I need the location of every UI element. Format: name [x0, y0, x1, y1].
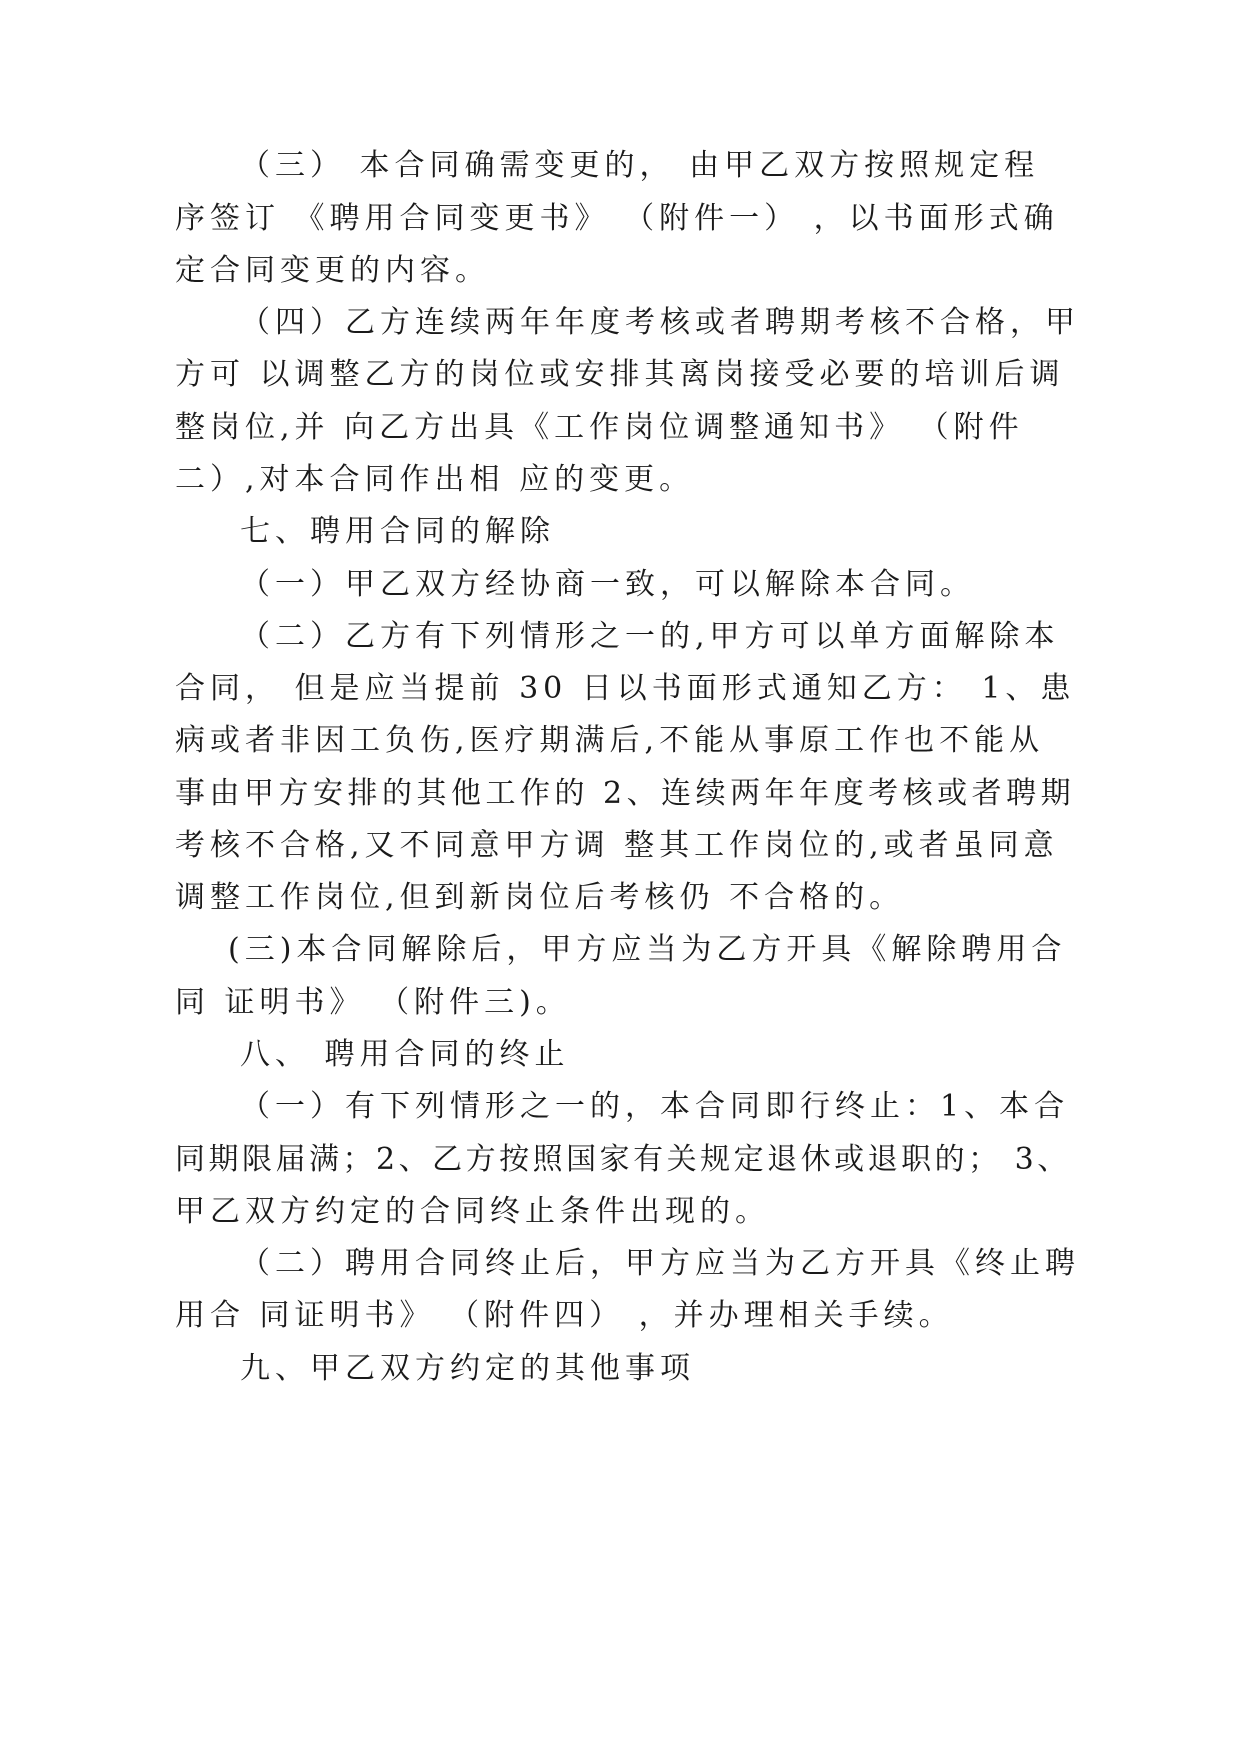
section-heading: 九、甲乙双方约定的其他事项 — [240, 1351, 695, 1386]
text-line: （三） 本合同确需变更的， 由甲乙双方按照规定程 — [240, 148, 1040, 183]
text-line: (三)本合同解除后，甲方应当为乙方开具《解除聘用合 — [228, 932, 1067, 967]
text-line: 病或者非因工负伤,医疗期满后,不能从事原工作也不能从 — [175, 723, 1045, 758]
text-line: 甲乙双方约定的合同终止条件出现的。 — [175, 1194, 770, 1229]
text-line: （一）有下列情形之一的，本合同即行终止：1、本合 — [240, 1089, 1070, 1124]
text-line: 方可 以调整乙方的岗位或安排其离岗接受必要的培训后调 — [175, 357, 1065, 392]
text-line: 同期限届满；2、乙方按照国家有关规定退休或退职的； 3、 — [175, 1142, 1071, 1177]
text-line: （一）甲乙双方经协商一致，可以解除本合同。 — [240, 567, 975, 602]
section-heading: 八、 聘用合同的终止 — [240, 1037, 570, 1072]
text-line: 考核不合格,又不同意甲方调 整其工作岗位的,或者虽同意 — [175, 828, 1059, 863]
text-line: 事由甲方安排的其他工作的 2、连续两年年度考核或者聘期 — [175, 776, 1076, 811]
text-line: （二）乙方有下列情形之一的,甲方可以单方面解除本 — [240, 619, 1060, 654]
text-line: 定合同变更的内容。 — [175, 253, 490, 288]
text-line: 用合 同证明书》 （附件四） ，并办理相关手续。 — [175, 1298, 954, 1333]
text-line: （二）聘用合同终止后，甲方应当为乙方开具《终止聘 — [240, 1246, 1080, 1281]
text-line: （四）乙方连续两年年度考核或者聘期考核不合格，甲 — [240, 305, 1080, 340]
text-line: 二）,对本合同作出相 应的变更。 — [175, 462, 695, 497]
text-line: 序签订 《聘用合同变更书》 （附件一） ，以书面形式确 — [175, 201, 1059, 236]
text-line: 整岗位,并 向乙方出具《工作岗位调整通知书》 （附件 — [175, 410, 1024, 445]
text-line: 调整工作岗位,但到新岗位后考核仍 不合格的。 — [175, 880, 905, 915]
text-line: 同 证明书》 （附件三)。 — [175, 985, 571, 1020]
section-heading: 七、聘用合同的解除 — [240, 514, 555, 549]
text-line: 合同， 但是应当提前 30 日以书面形式通知乙方： 1、患 — [175, 671, 1076, 706]
